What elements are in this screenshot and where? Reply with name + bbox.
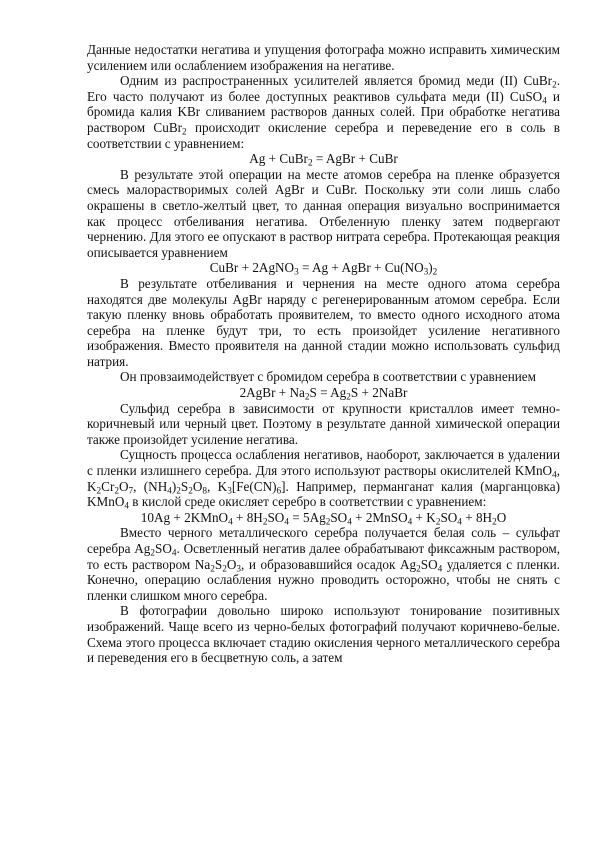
paragraph: Данные недостатки негатива и упущения фотографа можно исправить химическим усилением или ослаблением изображения на негативе.	[87, 42, 560, 73]
paragraph: Сущность процесса ослабления негативов, наоборот, заключается в удалении с пленки излишнего серебра. Для этого используют растворы окислителей KMnO$_4$, $K_2Cr_2O_7$, $(NH_4)_2S_2O_8$, $K_3[Fe(CN)_6]$. Например, перманганат калия (марганцовка) KMnO$_4$ в кислой среде окисляет серебро в соответствии с уравнением:	[87, 447, 560, 511]
paragraph: В результате этой операции на месте атомов серебра на пленке образуется смесь малорастворимых солей AgBr и CuBr. Поскольку эти соли лишь слабо окрашены в светло-желтый цвет, то данная операция визуально воспринимается как процесс отбеливания негатива. Отбеленную пленку затем подвергают чернению. Для этого ее опускают в раствор нитрата серебра. Протекающая реакция описывается уравнением	[87, 166, 560, 260]
paragraph: Одним из распространенных усилителей является бромид меди (II) CuBr$_2$. Его часто получают из более доступных реактивов сульфата меди (II) CuSO$_4$ и бромида калия KBr сливанием растворов данных солей. При обработке негатива раствором CuBr$_2$ происходит окисление серебра и переведение его в соль в соответствии с уравнением:	[87, 73, 561, 151]
chemical-equation: 10Ag + 2KMnO$_4$ + $8H_2SO_4 = 5Ag_2SO_4$ + 2MnSO$_4$ + $K_2SO_4 + 8H_2O$	[140, 509, 507, 527]
paragraph: Сульфид серебра в зависимости от крупности кристаллов имеет темно-коричневый или черный цвет. Поэтому в результате данной химической операции также произойдет усиление негатива.	[87, 400, 560, 447]
chemical-equation: 2AgBr + $Na_2S = Ag_2S$ + 2NaBr	[239, 385, 408, 402]
paragraph: В результате отбеливания и чернения на месте одного атома серебра находятся две молекулы AgBr наряду с регенерированным атомом серебра. Если такую пленку вновь обработать проявителем, то вместо одного исходного атома серебра на пленке будут три, то есть произойдет усиление негативного изображения. Вместо проявителя на данной стадии можно использовать сульфид натрия.	[87, 275, 560, 369]
paragraph: В фотографии довольно широко используют тонирование позитивных изображений. Чаще всего из черно-белых фотографий получают коричнево-белые. Схема этого процесса включает стадию окисления черного металлического серебра и переведения его в бесцветную соль, а затем	[87, 603, 560, 666]
paragraph: Он провзаимодействует с бромидом серебра в соответствии с уравнением	[120, 369, 537, 385]
chemical-equation: Ag + CuBr$_2$ = AgBr + CuBr	[249, 151, 398, 168]
paragraph: Вместо черного металлического серебра получается белая соль – сульфат серебра $Ag_2SO_4$. Осветленный негатив далее обрабатывают фиксажным раствором, то есть раствором $Na_2S_2O_3$, и образовавшийся осадок $Ag_2SO_4$ удаляется с пленки. Конечно, операцию ослабления нужно проводить осторожно, чтобы не снять с пленки слишком много серебра.	[87, 525, 560, 603]
chemical-equation: CuBr + 2AgNO$_3$ = Ag + AgBr + $Cu(NO_3)_2$	[209, 260, 438, 277]
document-body	[87, 42, 560, 666]
